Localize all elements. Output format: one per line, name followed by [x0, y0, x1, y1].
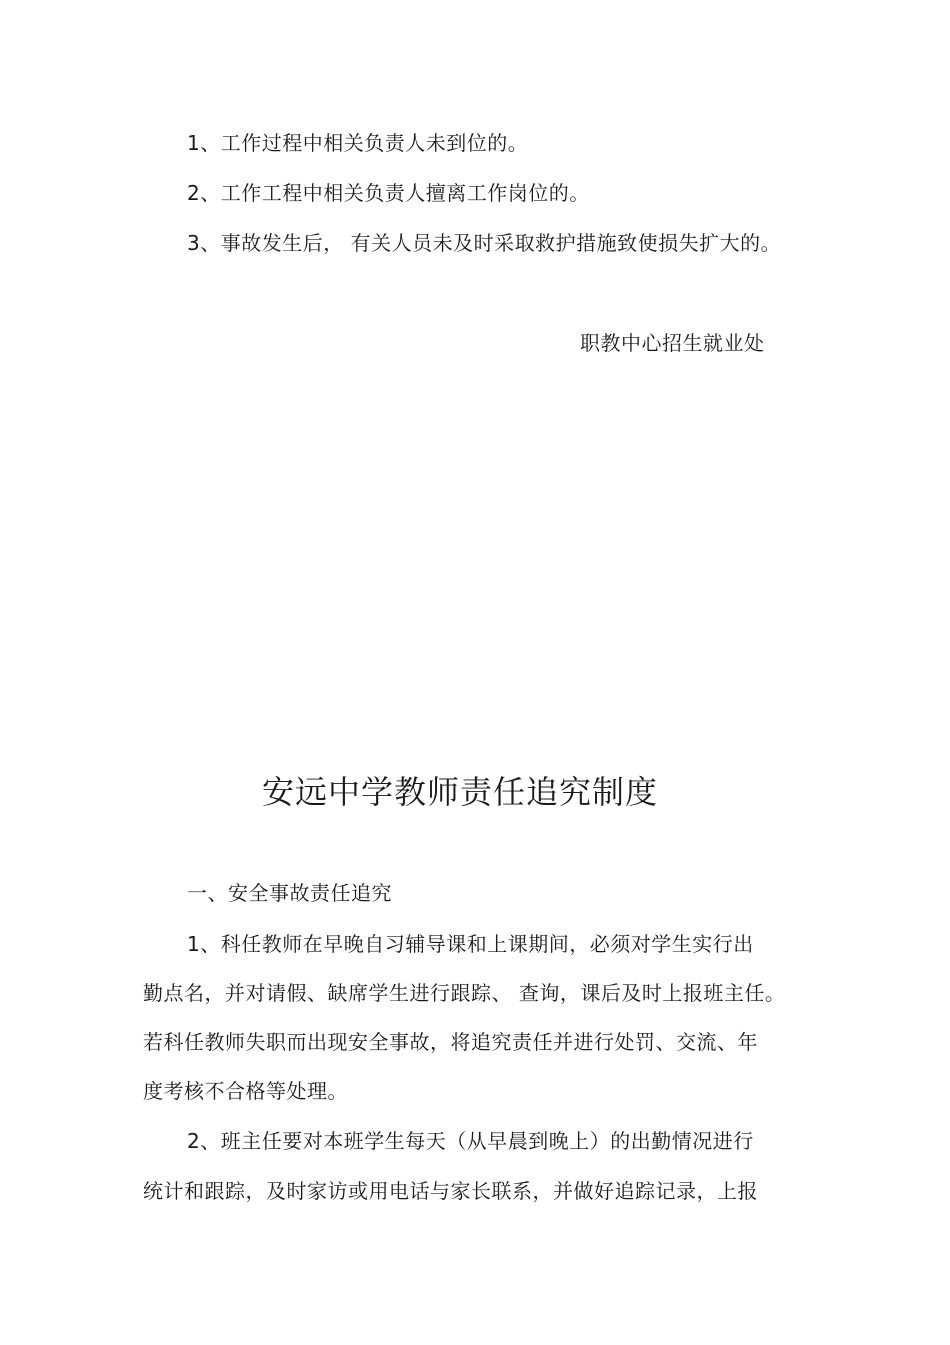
- paragraph-2-line-2: 统计和跟踪，及时家访或用电话与家长联系，并做好追踪记录，上报: [143, 1179, 758, 1203]
- list-item-2: 2、工作工程中相关负责人擅离工作岗位的。: [187, 181, 590, 205]
- list-item-1: 1、工作过程中相关负责人未到位的。: [187, 131, 529, 155]
- paragraph-1-line-4: 度考核不合格等处理。: [143, 1079, 348, 1103]
- document-title: 安远中学教师责任追究制度: [262, 773, 659, 811]
- list-item-3: 3、事故发生后， 有关人员未及时采取救护措施致使损失扩大的。: [187, 231, 782, 255]
- paragraph-1-line-1: 1、科任教师在早晚自习辅导课和上课期间，必须对学生实行出: [187, 932, 754, 956]
- paragraph-2-line-1: 2、班主任要对本班学生每天（从早晨到晚上）的出勤情况进行: [187, 1129, 754, 1153]
- section-heading-safety: 一、安全事故责任追究: [187, 881, 392, 905]
- paragraph-1-line-3: 若科任教师失职而出现安全事故，将追究责任并进行处罚、交流、年: [143, 1030, 758, 1054]
- paragraph-1-line-2: 勤点名，并对请假、缺席学生进行跟踪、 查询，课后及时上报班主任。: [143, 981, 786, 1005]
- signature: 职教中心招生就业处: [580, 331, 765, 355]
